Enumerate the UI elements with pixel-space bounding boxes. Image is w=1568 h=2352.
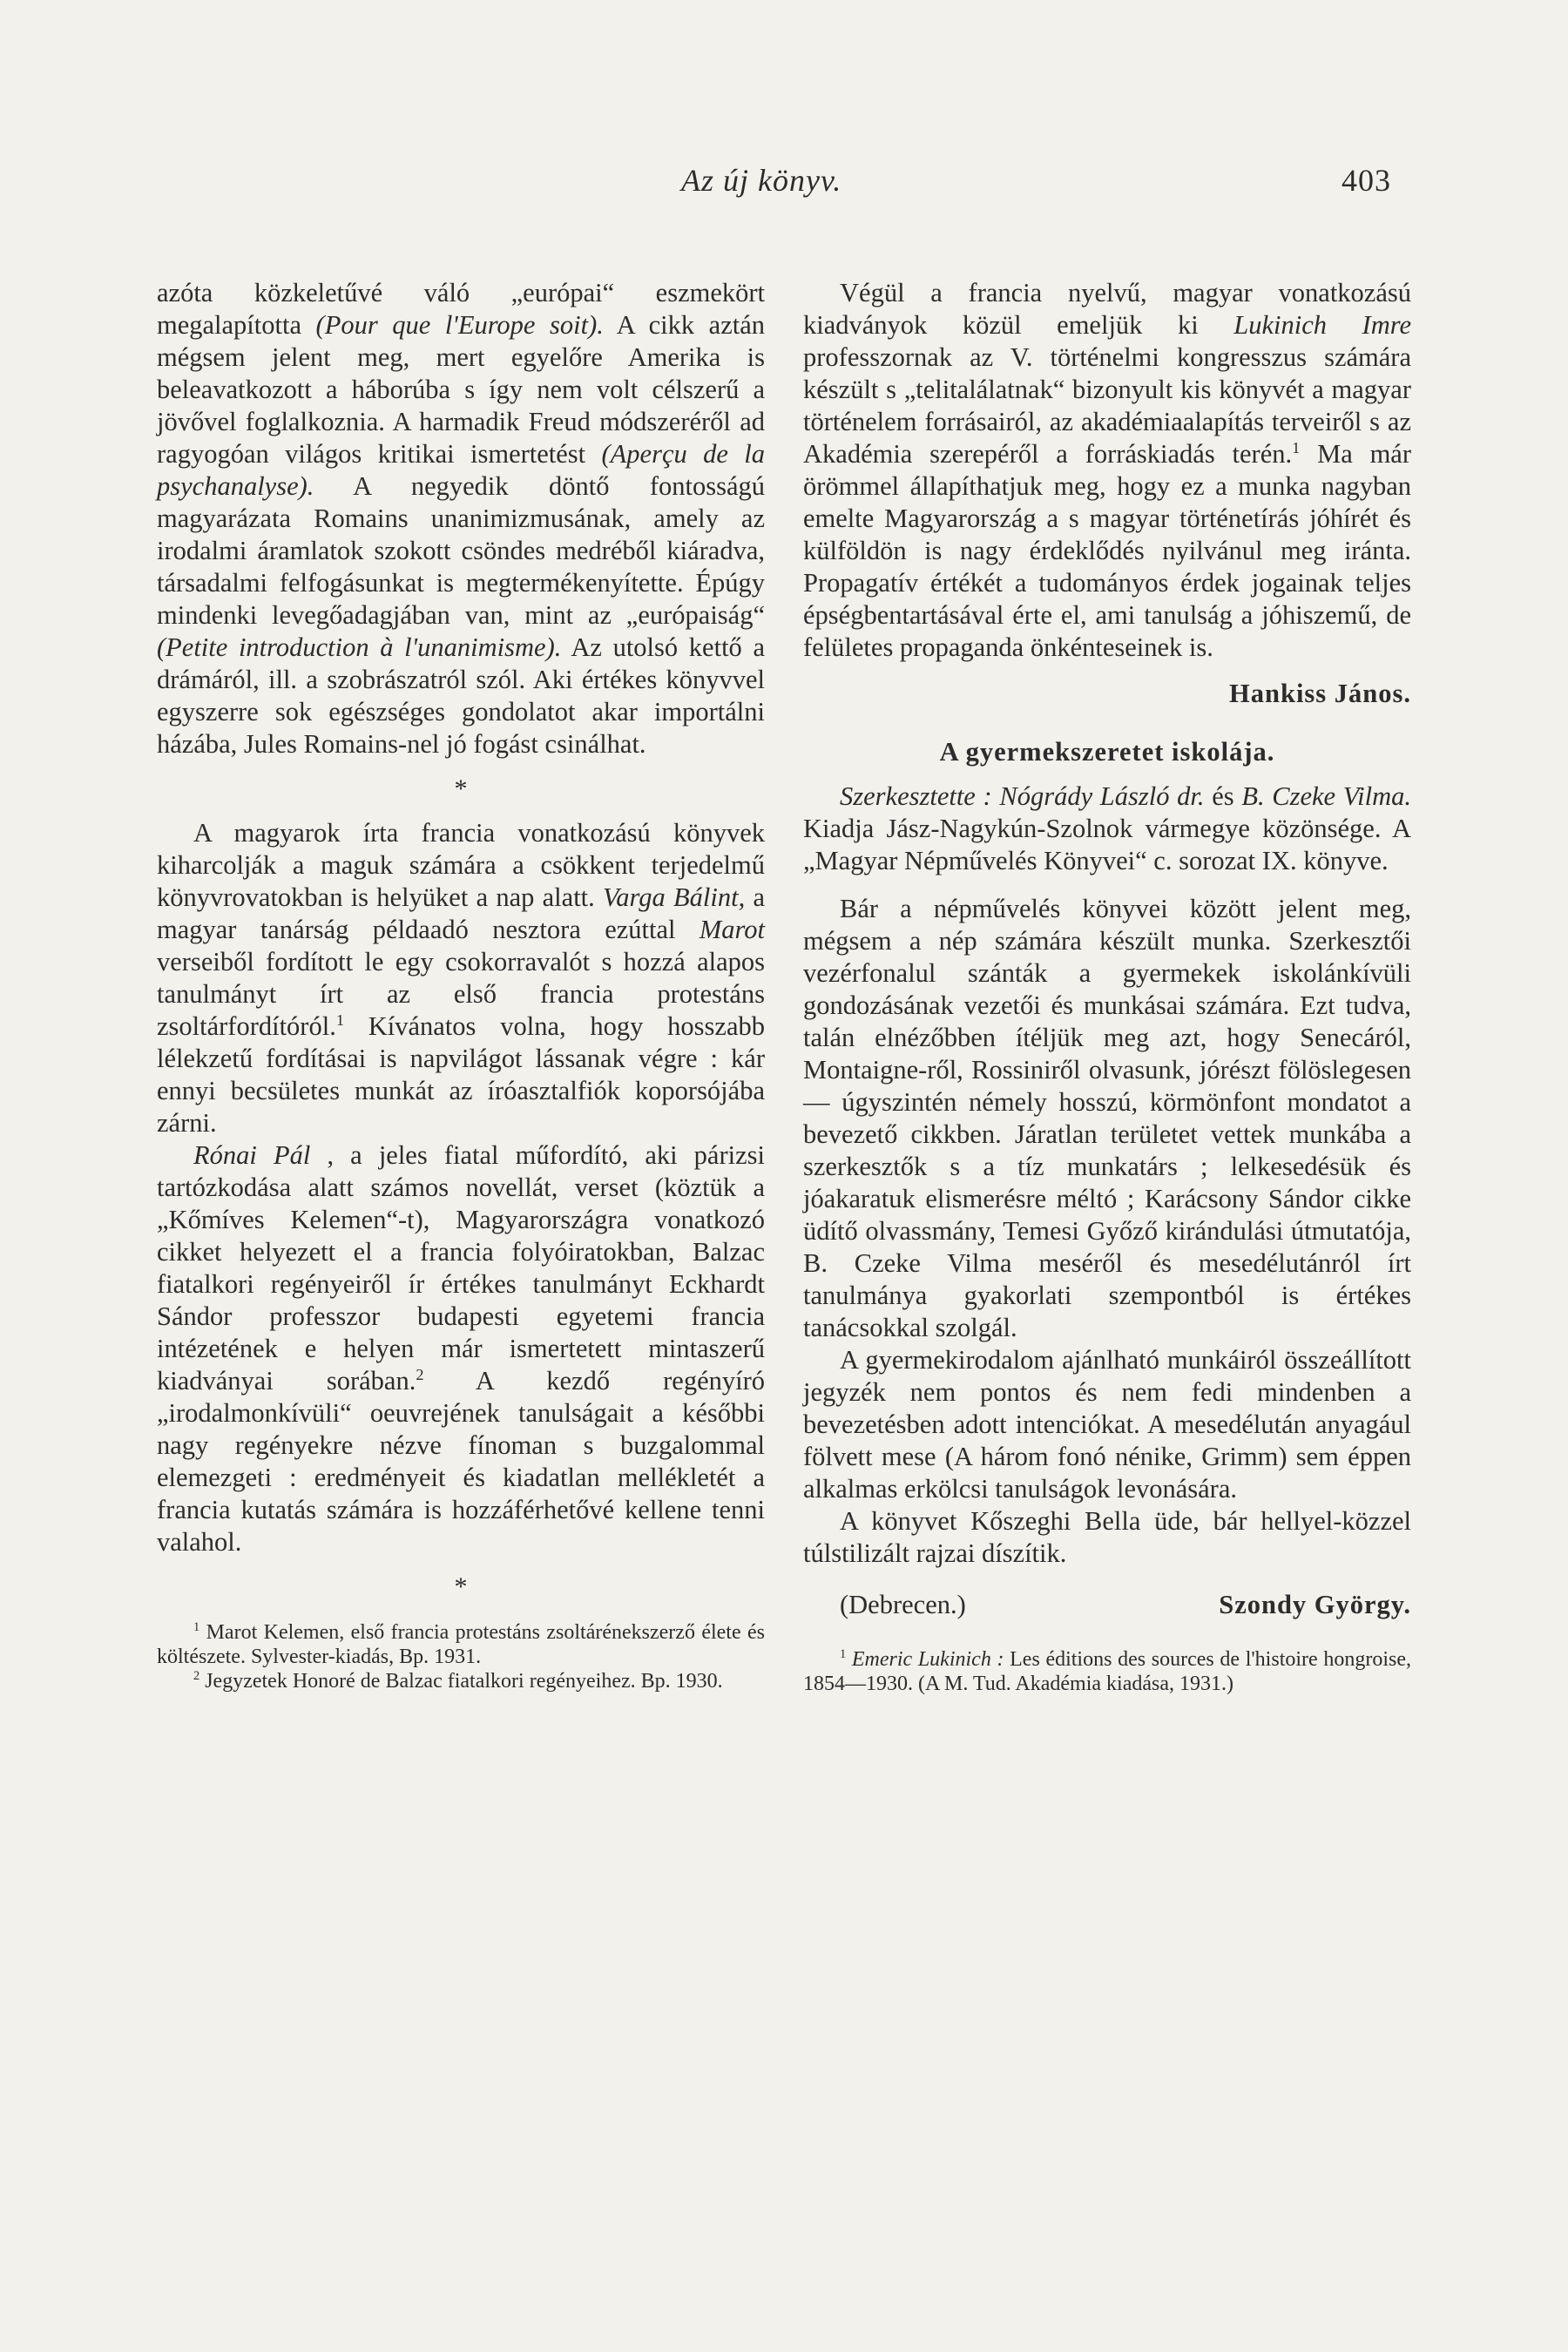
author-signature: Hankiss János. bbox=[1229, 679, 1411, 708]
bibliographic-entry: Szerkesztette : Nógrády László dr. és B. Czeke Vilma. Kiadja Jász-Nagykún-Szolnok vármegye közönsége. A „Magyar Népművelés Könyvei“ c. sorozat IX. könyve. bbox=[803, 781, 1411, 875]
paragraph: A magyarok írta francia vonatkozású könyvek kiharcolják a maguk számára a csökkent terjedelmű könyvrovatokban is helyüket a nap alatt. Varga Bálint, a magyar tanárság példaadó nesztora ezúttal Marot verseiből fordított le egy csokorravalót s hozzá alapos tanulmányt írt az első francia protestáns zsoltárfordítóról.$^1$ Kívánatos volna, hogy hosszabb lélekzetű fordításai is napvilágot lássanak végre : kár ennyi becsületes munkát az íróasztalfiók koporsójába zárni. bbox=[157, 818, 765, 1138]
page-number: 403 bbox=[1342, 163, 1391, 198]
paragraph: A könyvet Kőszeghi Bella üde, bár hellyel-közzel túlstilizált rajzai díszítik. bbox=[803, 1506, 1411, 1568]
paragraph: A gyermekirodalom ajánlható munkáiról összeállított jegyzék nem pontos és nem fedi mindenben a bevezetésben adott intenciókat. A mesedélután anyagául fölvett mese (A három fonó nénike, Grimm) sem éppen alkalmas erkölcsi tanulságok levonására. bbox=[803, 1345, 1411, 1504]
running-title: Az új könyv. bbox=[681, 163, 842, 198]
footnote-ref: 1 bbox=[335, 1010, 344, 1029]
author-signature: Szondy György. bbox=[1219, 1590, 1411, 1619]
footnote: $^2$ Jegyzetek Honoré de Balzac fiatalkori regényeihez. Bp. 1930. bbox=[193, 1669, 723, 1693]
footnote-ref: 1 bbox=[1292, 438, 1301, 456]
section-heading: A gyermekszeretet iskolája. bbox=[939, 737, 1275, 767]
footnotes bbox=[803, 1647, 1411, 1696]
paragraph: Végül a francia nyelvű, magyar vonatkozású kiadványok közül emeljük ki Lukinich Imre professzornak az V. történelmi kongresszus számára készült s „telitalálatnak“ bizonyult kis könyvét a magyar történelem forrásairól, az akadémiaalapítás terveiről s az Akadémia szerepéről a forráskiadás terén.$^1$ Ma már örömmel állapíthatjuk meg, hogy ez a munka nagyban emelte Magyarország a s magyar történetírás jóhírét és külföldön is nagy érdeklődés nyilvánul meg iránta. Propagatív értékét a tudományos érdek jogainak teljes épségbentartásával érte el, ami tanulság a jóhiszemű, de felületes propaganda önkénteseinek is. bbox=[803, 278, 1411, 662]
right-column bbox=[803, 277, 1411, 1696]
signature-row bbox=[803, 1589, 1411, 1621]
running-head bbox=[0, 155, 1568, 199]
footnote: $^1$ Marot Kelemen, első francia protestáns zsoltárénekszerző élete és költészete. Sylvester-kiadás, Bp. 1931. bbox=[157, 1620, 765, 1668]
section-separator: * bbox=[454, 1572, 468, 1601]
footnotes bbox=[157, 1620, 765, 1693]
paragraph: azóta közkeletűvé váló „európai“ eszmekört megalapította (Pour que l'Europe soit). A cikk aztán mégsem jelent meg, mert egyelőre Amerika is beleavatkozott a háborúba s így nem volt célszerű a jövővel foglalkoznia. A harmadik Freud módszeréről ad ragyogóan világos kritikai ismertetést (Aperçu de la psychanalyse). A negyedik döntő fontosságú magyarázata Romains unanimizmusának, amely az irodalmi áramlatok szokott csöndes medréből kiáradva, társadalmi felfogásunkat is megtermékenyítette. Épúgy mindenki levegőadagjában van, mint az „európaiság“ (Petite introduction à l'unanimisme). Az utolsó kettő a drámáról, ill. a szobrászatról szól. Aki értékes könyvvel egyszerre sok egészséges gondolatot akar importálni házába, Jules Romains-nel jó fogást csinálhat. bbox=[157, 278, 766, 759]
paragraph: Rónai Pál , a jeles fiatal műfordító, aki párizsi tartózkodása alatt számos novellát, verset (köztük a „Kőmíves Kelemen“-t), Magyarországra vonatkozó cikket helyezett el a francia folyóiratokban, Balzac fiatalkori regényeiről ír értékes tanulmányt Eckhardt Sándor professzor budapesti egyetemi francia intézetének e helyen már ismertetett mintaszerű kiadványai sorában.$^2$ A kezdő regényíró „irodalmonkívüli“ oeuvrejének tanulságait a későbbi nagy regényekre nézve fínoman s buzgalommal elemezgeti : eredményeit és kiadatlan mellékletét a francia kutatás számára is hozzáférhetővé kellene tenni valahol. bbox=[157, 1140, 765, 1557]
section-separator: * bbox=[454, 774, 468, 803]
place-note: (Debrecen.) bbox=[840, 1590, 966, 1619]
footnote-ref: 2 bbox=[416, 1365, 424, 1383]
footnote: $^1$ Emeric Lukinich : Les éditions des sources de l'histoire hongroise, 1854—1930. (A M. Tud. Akadémia kiadása, 1931.) bbox=[803, 1647, 1411, 1695]
left-column bbox=[157, 277, 765, 1693]
paragraph: Bár a népművelés könyvei között jelent meg, mégsem a nép számára készült munka. Szerkesztői vezérfonalul szánták a gyermekek iskolánkívüli gondozásának vezetői és munkásai számára. Ezt tudva, talán elnézőbben ítéljük meg azt, hogy Senecáról, Montaigne-ről, Rossiniről olvasunk, jórészt fölöslegesen — úgyszintén némely hosszú, körmönfont mondatot a bevezető cikkben. Járatlan területet vettek munkába a szerkesztők s a tíz munkatárs ; lelkesedésük és jóakaratuk elismerésre méltó ; Karácsony Sándor cikke üdítő olvassmány, Temesi Győző kirándulási útmutatója, B. Czeke Vilma meséről és mesedélutánról írt tanulmánya gyakorlati szempontból is értékes tanácsokkal szolgál. bbox=[803, 894, 1411, 1342]
